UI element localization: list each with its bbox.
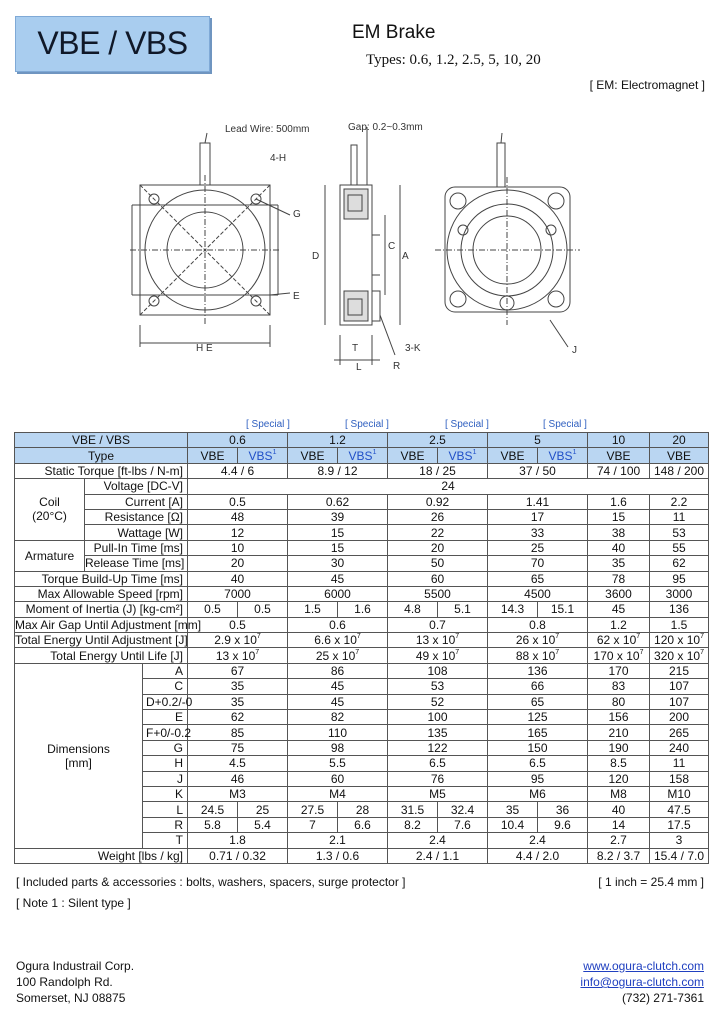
label-holes: 4-H — [270, 153, 287, 164]
cell: 5.4 — [238, 817, 288, 832]
cell: 60 — [288, 771, 388, 786]
size-cell: 1.2 — [288, 433, 388, 448]
cell: 24 — [188, 479, 709, 494]
dim-key: L — [143, 802, 188, 817]
cell: 95 — [650, 571, 709, 586]
dim-key: T — [143, 833, 188, 848]
label-j: J — [572, 345, 577, 356]
row-label: Release Time [ms] — [85, 556, 188, 571]
cell: 107 — [650, 694, 709, 709]
label-d: D — [312, 251, 320, 262]
cell: 60 — [388, 571, 488, 586]
cell: 125 — [488, 710, 588, 725]
row-label: Total Energy Until Adjustment [J] — [15, 633, 188, 648]
special-label: [ Special ] — [543, 419, 587, 430]
dim-key: D+0.2/-0 — [143, 694, 188, 709]
cell: 0.6 — [288, 617, 388, 632]
size-cell: 2.5 — [388, 433, 488, 448]
cell: 3 — [650, 833, 709, 848]
cell: 35 — [188, 679, 288, 694]
label-lead-wire: Lead Wire: 500mm — [225, 124, 310, 135]
table-row — [15, 525, 709, 540]
label-c: C — [388, 241, 396, 252]
cell: 200 — [650, 710, 709, 725]
cell: 26 x $10^7$ — [488, 633, 588, 648]
cell: 1.5 — [288, 602, 338, 617]
label-t: T — [352, 343, 359, 354]
cell: 45 — [588, 602, 650, 617]
cell: 7 — [288, 817, 338, 832]
back-view — [435, 133, 580, 347]
cell: 158 — [650, 771, 709, 786]
cell: 40 — [188, 571, 288, 586]
size-cell: 0.6 — [188, 433, 288, 448]
cell: 4.4 / 2.0 — [488, 848, 588, 863]
cell: 1.2 — [588, 617, 650, 632]
cell: 0.5 — [188, 494, 288, 509]
dim-key: H — [143, 756, 188, 771]
cell: 107 — [650, 679, 709, 694]
type-cell-silent: VBS$^1$ — [338, 448, 388, 463]
cell: 6000 — [288, 586, 388, 601]
dim-key: E — [143, 710, 188, 725]
table-row — [15, 571, 709, 586]
cell: 0.7 — [388, 617, 488, 632]
row-label: Max Air Gap Until Adjustment [mm] — [15, 617, 202, 632]
cell: 67 — [188, 663, 288, 678]
cell: 13 x $10^7$ — [388, 633, 488, 648]
cell: 86 — [288, 663, 388, 678]
cell: 0.8 — [488, 617, 588, 632]
cell: 10.4 — [488, 817, 538, 832]
street-address: 100 Randolph Rd. — [16, 975, 113, 989]
dim-key: F+0/-0.2 — [143, 725, 188, 740]
type-label: Type — [15, 448, 188, 463]
company-address — [16, 958, 134, 1006]
cell: 39 — [288, 509, 388, 524]
cell: 150 — [488, 740, 588, 755]
cell: 83 — [588, 679, 650, 694]
cell: 1.8 — [188, 833, 288, 848]
cell: 13 x $10^7$ — [188, 648, 288, 663]
cell: 18 / 25 — [388, 463, 488, 478]
label-g: G — [293, 209, 301, 220]
cell: 156 — [588, 710, 650, 725]
table-row — [15, 617, 709, 632]
cell: 8.5 — [588, 756, 650, 771]
cell: 20 — [188, 556, 288, 571]
cell: M4 — [288, 786, 388, 801]
cell: 85 — [188, 725, 288, 740]
cell: 17 — [488, 509, 588, 524]
cell: 20 — [388, 540, 488, 555]
type-cell: VBE — [288, 448, 338, 463]
cell: 62 x $10^7$ — [588, 633, 650, 648]
cell: M10 — [650, 786, 709, 801]
table-header-row — [15, 433, 709, 448]
row-label: Moment of Inertia (J) [kg-cm²] — [15, 602, 188, 617]
cell: 6.5 — [388, 756, 488, 771]
cell: 136 — [488, 663, 588, 678]
cell: 80 — [588, 694, 650, 709]
size-cell: 5 — [488, 433, 588, 448]
cell: 27.5 — [288, 802, 338, 817]
cell: 1.6 — [588, 494, 650, 509]
cell: 265 — [650, 725, 709, 740]
cell: 7.6 — [438, 817, 488, 832]
cell: 35 — [588, 556, 650, 571]
cell: 5500 — [388, 586, 488, 601]
table-row — [15, 479, 709, 494]
cell: 17.5 — [650, 817, 709, 832]
cell: 1.3 / 0.6 — [288, 848, 388, 863]
cell: 82 — [288, 710, 388, 725]
cell: 4500 — [488, 586, 588, 601]
cell: 6.6 — [338, 817, 388, 832]
cell: 31.5 — [388, 802, 438, 817]
front-view — [130, 133, 290, 347]
label-l: L — [356, 362, 362, 373]
cell: 15.4 / 7.0 — [650, 848, 709, 863]
row-label: Pull-In Time [ms] — [85, 540, 188, 555]
contact-info — [580, 958, 704, 1006]
table-row — [15, 556, 709, 571]
cell: 3000 — [650, 586, 709, 601]
cell: 10 — [188, 540, 288, 555]
cell: 66 — [488, 679, 588, 694]
type-row — [15, 448, 709, 463]
cell: 15.1 — [538, 602, 588, 617]
cell: 3600 — [588, 586, 650, 601]
cell: 40 — [588, 540, 650, 555]
row-label: Voltage [DC-V] — [85, 479, 188, 494]
cell: 12 — [188, 525, 288, 540]
page-title: VBE / VBS — [37, 25, 188, 61]
cell: 136 — [650, 602, 709, 617]
cell: 215 — [650, 663, 709, 678]
table-row — [15, 648, 709, 663]
cell: 4.5 — [188, 756, 288, 771]
coil-group: Coil (20°C) — [15, 479, 85, 541]
cell: 4.4 / 6 — [188, 463, 288, 478]
technical-drawing — [130, 115, 600, 395]
cell: 9.6 — [538, 817, 588, 832]
type-cell: VBE — [188, 448, 238, 463]
cell: 45 — [288, 694, 388, 709]
cell: 26 — [388, 509, 488, 524]
cell: 135 — [388, 725, 488, 740]
cell: 1.5 — [650, 617, 709, 632]
type-cell-silent: VBS$^1$ — [438, 448, 488, 463]
cell: 62 — [188, 710, 288, 725]
cell: 8.2 / 3.7 — [588, 848, 650, 863]
cell: 165 — [488, 725, 588, 740]
table-row — [15, 463, 709, 478]
cell: 108 — [388, 663, 488, 678]
label-r: R — [393, 361, 401, 372]
cell: 25 x $10^7$ — [288, 648, 388, 663]
cell: 35 — [488, 802, 538, 817]
size-cell: 10 — [588, 433, 650, 448]
cell: 2.4 — [488, 833, 588, 848]
cell: 148 / 200 — [650, 463, 709, 478]
cell: 6.6 x $10^7$ — [288, 633, 388, 648]
cell: 110 — [288, 725, 388, 740]
cell: 38 — [588, 525, 650, 540]
label-he: H E — [196, 343, 213, 354]
cell: 0.92 — [388, 494, 488, 509]
cell: 37 / 50 — [488, 463, 588, 478]
type-cell-silent: VBS$^1$ — [238, 448, 288, 463]
cell: 120 — [588, 771, 650, 786]
cell: 35 — [188, 694, 288, 709]
cell: 75 — [188, 740, 288, 755]
cell: 11 — [650, 756, 709, 771]
row-label: Wattage [W] — [85, 525, 188, 540]
cell: 25 — [238, 802, 288, 817]
table-row — [15, 509, 709, 524]
cell: 47.5 — [650, 802, 709, 817]
cell: 120 x $10^7$ — [650, 633, 709, 648]
cell: 49 x $10^7$ — [388, 648, 488, 663]
cell: M8 — [588, 786, 650, 801]
cell: 28 — [338, 802, 388, 817]
cell: 14.3 — [488, 602, 538, 617]
label-gap: Gap: 0.2~0.3mm — [348, 122, 423, 133]
type-cell: VBE — [588, 448, 650, 463]
cell: 95 — [488, 771, 588, 786]
cell: 22 — [388, 525, 488, 540]
type-cell: VBE — [650, 448, 709, 463]
row-label: Current [A] — [85, 494, 188, 509]
cell: 0.5 — [238, 602, 288, 617]
cell: 65 — [488, 694, 588, 709]
cell: 14 — [588, 817, 650, 832]
cell: 40 — [588, 802, 650, 817]
cell: 33 — [488, 525, 588, 540]
cell: 36 — [538, 802, 588, 817]
cell: 5.8 — [188, 817, 238, 832]
cell: 4.8 — [388, 602, 438, 617]
company-name: Ogura Industrail Corp. — [16, 959, 135, 973]
dim-key: K — [143, 786, 188, 801]
city-address: Somerset, NJ 08875 — [16, 991, 126, 1005]
cell: 2.9 x $10^7$ — [188, 633, 288, 648]
cell: 210 — [588, 725, 650, 740]
website-link[interactable]: www.ogura-clutch.com — [583, 959, 704, 973]
cell: 53 — [650, 525, 709, 540]
row-label: Static Torque [ft-lbs / N-m] — [15, 463, 188, 478]
silent-type-note: [ Note 1 : Silent type ] — [16, 896, 131, 910]
cell: 74 / 100 — [588, 463, 650, 478]
cell: 52 — [388, 694, 488, 709]
table-row — [15, 602, 709, 617]
cell: 5.5 — [288, 756, 388, 771]
dimensions-group: Dimensions [mm] — [15, 663, 143, 848]
dim-key: A — [143, 663, 188, 678]
cell: 62 — [650, 556, 709, 571]
cell: 6.5 — [488, 756, 588, 771]
included-parts-note: [ Included parts & accessories : bolts, washers, spacers, surge protector ] — [16, 875, 406, 889]
dim-key: J — [143, 771, 188, 786]
cell: 45 — [288, 571, 388, 586]
row-label: Torque Build-Up Time [ms] — [15, 571, 188, 586]
title-box — [15, 16, 210, 72]
cell: 45 — [288, 679, 388, 694]
cell: 32.4 — [438, 802, 488, 817]
cell: 24.5 — [188, 802, 238, 817]
cell: 2.2 — [650, 494, 709, 509]
cell: 170 — [588, 663, 650, 678]
inch-conversion-note: [ 1 inch = 25.4 mm ] — [598, 875, 704, 889]
cell: 11 — [650, 509, 709, 524]
cell: 8.9 / 12 — [288, 463, 388, 478]
size-cell: 20 — [650, 433, 709, 448]
cell: 88 x $10^7$ — [488, 648, 588, 663]
dimensions-body — [15, 663, 709, 848]
table-row — [15, 633, 709, 648]
cell: 70 — [488, 556, 588, 571]
cell: 78 — [588, 571, 650, 586]
table-row — [15, 540, 709, 555]
cell: 25 — [488, 540, 588, 555]
cell: M5 — [388, 786, 488, 801]
dim-key: R — [143, 817, 188, 832]
cell: 240 — [650, 740, 709, 755]
cell: 2.7 — [588, 833, 650, 848]
cell: 122 — [388, 740, 488, 755]
em-note: [ EM: Electromagnet ] — [589, 78, 705, 92]
cell: 190 — [588, 740, 650, 755]
label-e: E — [293, 291, 300, 302]
cell: 320 x $10^7$ — [650, 648, 709, 663]
cell: M6 — [488, 786, 588, 801]
cell: 100 — [388, 710, 488, 725]
row-label: Resistance [Ω] — [85, 509, 188, 524]
cell: 50 — [388, 556, 488, 571]
label-a: A — [402, 251, 409, 262]
cell: 15 — [288, 540, 388, 555]
phone-number: (732) 271-7361 — [621, 991, 704, 1005]
table-row — [15, 586, 709, 601]
cell: 7000 — [188, 586, 288, 601]
cell: M3 — [188, 786, 288, 801]
spec-table — [14, 432, 709, 864]
dim-key: G — [143, 740, 188, 755]
special-label: [ Special ] — [345, 419, 389, 430]
cell: 48 — [188, 509, 288, 524]
cell: 15 — [588, 509, 650, 524]
cell: 2.4 / 1.1 — [388, 848, 488, 863]
cell: 65 — [488, 571, 588, 586]
cell: 0.5 — [188, 617, 288, 632]
cell: 0.62 — [288, 494, 388, 509]
cell: 76 — [388, 771, 488, 786]
table-row — [15, 663, 709, 678]
cell: 8.2 — [388, 817, 438, 832]
cell: 98 — [288, 740, 388, 755]
dim-key: C — [143, 679, 188, 694]
cell: 55 — [650, 540, 709, 555]
cell: 1.6 — [338, 602, 388, 617]
armature-group: Armature — [15, 540, 85, 571]
type-cell: VBE — [388, 448, 438, 463]
cell: 2.1 — [288, 833, 388, 848]
row-label: Total Energy Until Life [J] — [15, 648, 188, 663]
row-label: Weight [lbs / kg] — [15, 848, 188, 863]
email-link[interactable]: info@ogura-clutch.com — [580, 975, 704, 989]
type-cell-silent: VBS$^1$ — [538, 448, 588, 463]
cell: 5.1 — [438, 602, 488, 617]
head-label: VBE / VBS — [15, 433, 188, 448]
cell: 170 x $10^7$ — [588, 648, 650, 663]
cell: 2.4 — [388, 833, 488, 848]
special-label: [ Special ] — [445, 419, 489, 430]
cell: 0.71 / 0.32 — [188, 848, 288, 863]
types-list: Types: 0.6, 1.2, 2.5, 5, 10, 20 — [366, 52, 541, 68]
product-subtitle: EM Brake — [352, 22, 436, 43]
row-label: Max Allowable Speed [rpm] — [15, 586, 188, 601]
type-cell: VBE — [488, 448, 538, 463]
cell: 46 — [188, 771, 288, 786]
cell: 1.41 — [488, 494, 588, 509]
cell: 0.5 — [188, 602, 238, 617]
cell: 53 — [388, 679, 488, 694]
table-row — [15, 848, 709, 863]
cell: 30 — [288, 556, 388, 571]
table-row — [15, 494, 709, 509]
cell: 15 — [288, 525, 388, 540]
special-label: [ Special ] — [246, 419, 290, 430]
label-k: 3-K — [405, 343, 421, 354]
